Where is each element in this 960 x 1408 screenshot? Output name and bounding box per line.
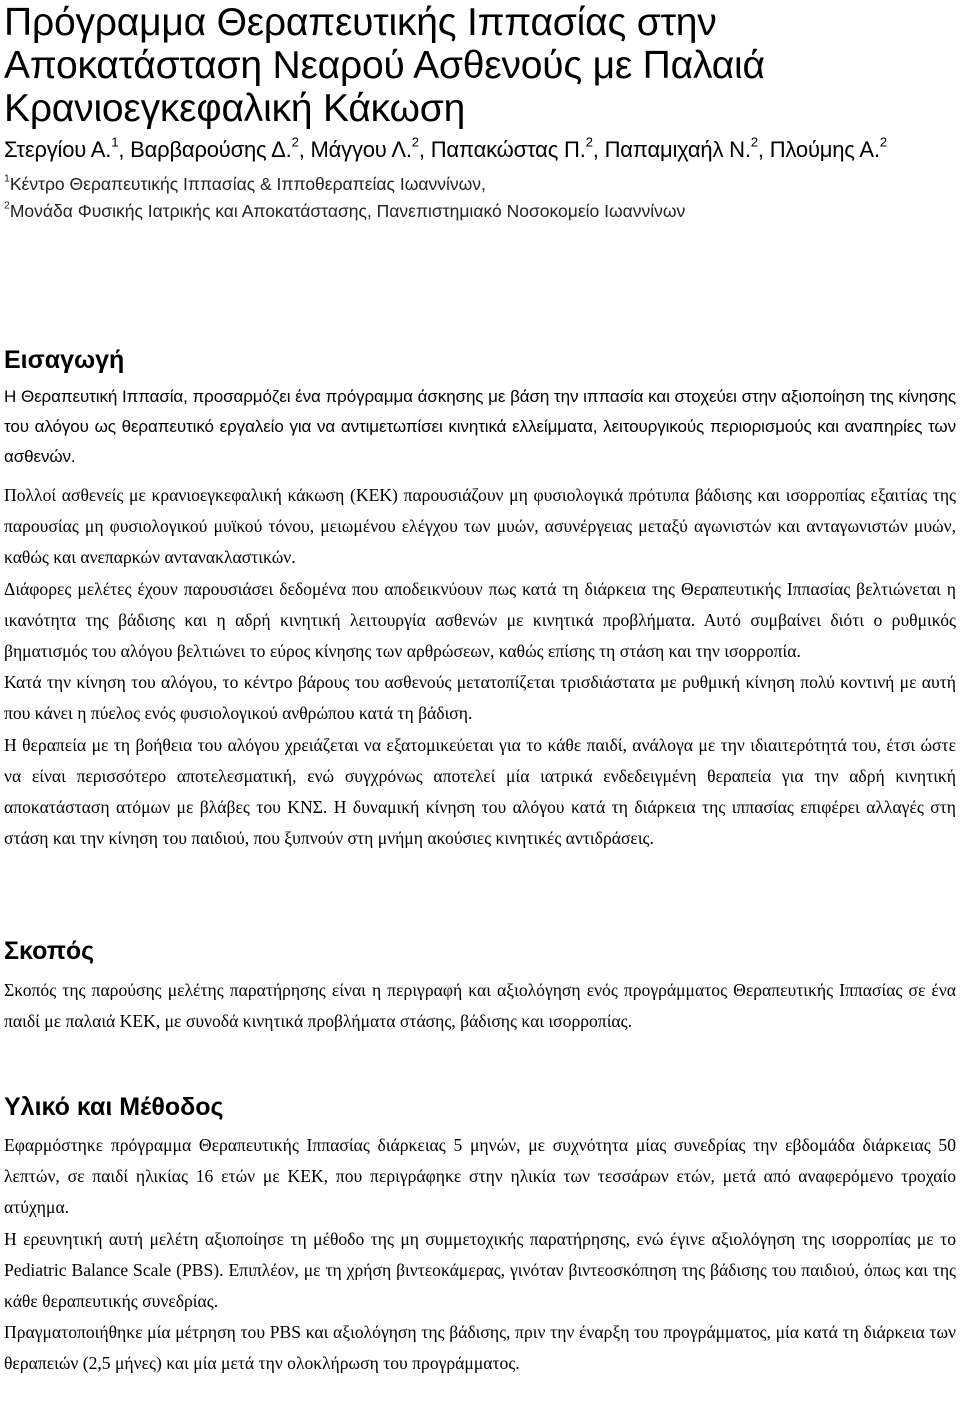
author: Πλούμης Α.$^2$ [769, 134, 887, 162]
intro-lead [4, 382, 956, 472]
methods-body [4, 1130, 956, 1380]
author: Παπαμιχαήλ Ν.$^2$, [604, 134, 770, 162]
paragraph: Πραγματοποιήθηκε μία μέτρηση του PBS και αξιολόγηση της βάδισης, πριν την έναρξη του προγράμματος, μία κατά τη διάρκεια των θεραπειών (2,5 μήνες) και μία μετά την ολοκλήρωση του προγράμματος. [4, 1322, 956, 1374]
author-list [4, 136, 956, 163]
author: Στεργίου Α.$^1$, [4, 134, 131, 162]
paragraph: Πολλοί ασθενείς με κρανιοεγκεφαλική κάκωση (ΚΕΚ) παρουσιάζουν μη φυσιολογικά πρότυπα βάδισης και ισορροπίας εξαιτίας της παρουσίας μη φυσιολογικού μυϊκού τόνου, μειωμένου ελέγχου των μυών, ασυνέργειας μεταξύ αγωνιστών και ανταγωνιστών μυών, καθώς και ανεπαρκών αντανακλαστικών. [4, 485, 956, 568]
affiliation: $^2$Μονάδα Φυσικής Ιατρικής και Αποκατάστασης, Πανεπιστημιακό Νοσοκομείο Ιωαννίνων [4, 199, 686, 221]
paragraph: Κατά την κίνηση του αλόγου, το κέντρο βάρους του ασθενούς μετατοπίζεται τρισδιάστατα με ρυθμική κίνηση πολύ κοντινή με αυτή που κάνει η πύελος ενός φυσιολογικού ανθρώπου κατά τη βάδιση. [4, 672, 956, 724]
author: Μάγγου Λ.$^2$, [310, 134, 431, 162]
methods-heading: Υλικό και Μέθοδος [4, 1093, 224, 1121]
paragraph: Σκοπός της παρούσης μελέτης παρατήρησης είναι η περιγραφή και αξιολόγηση ενός προγράμματος Θεραπευτικής Ιππασίας σε ένα παιδί με παλαιά ΚΕΚ, με συνοδά κινητικά προβλήματα στάσης, βάδισης και ισορροπίας. [4, 980, 956, 1032]
intro-heading: Εισαγωγή [4, 346, 125, 374]
aim-heading: Σκοπός [4, 937, 95, 965]
paragraph: Η Θεραπευτική Ιππασία, προσαρμόζει ένα πρόγραμμα άσκησης με βάση την ιππασία και στοχεύει στην αξιοποίηση της κίνησης του αλόγου ως θεραπευτικό εργαλείο για να αντιμετωπίσει κινητικά ελλείμματα, λειτουργικούς περιορισμούς και αναπηρίες των ασθενών. [4, 387, 956, 466]
aim-body [4, 975, 956, 1037]
author: Βαρβαρούσης Δ.$^2$, [130, 134, 311, 162]
document-page [4, 0, 956, 1374]
paragraph: Η ερευνητική αυτή μελέτη αξιοποίησε τη μέθοδο της μη συμμετοχικής παρατήρησης, ενώ έγινε αξιολόγηση της ισορροπίας με το Pediatric Balance Scale (PBS). Επιπλέον, με τη χρήση βιντεοκάμερας, γινόταν βιντεοσκόπηση της βάδισης του παιδιού, όπως και της κάθε θεραπευτικής συνεδρίας. [4, 1228, 956, 1312]
affiliation: $^1$Κέντρο Θεραπευτικής Ιππασίας & Ιπποθεραπείας Ιωαννίνων, [4, 172, 486, 194]
affiliation-list [4, 171, 956, 225]
paragraph: Η θεραπεία με τη βοήθεια του αλόγου χρειάζεται να εξατομικεύεται για το κάθε παιδί, ανάλογα με την ιδιαιτερότητά του, έτσι ώστε να είναι περισσότερο αποτελεσματική, ενώ συγχρόνως αποτελεί μία ιατρικά ενδεδειγμένη θεραπεία για την αδρή κινητική αποκατάσταση ατόμων με βλάβες του ΚΝΣ. Η δυναμική κίνηση του αλόγου κατά τη διάρκεια της ιππασίας επιφέρει αλλαγές στη στάση και την κίνηση του παιδιού, που ξυπνούν στη μνήμη ακούσιες κινητικές αντιδράσεις. [4, 734, 956, 849]
paragraph: Διάφορες μελέτες έχουν παρουσιάσει δεδομένα που αποδεικνύουν πως κατά τη διάρκεια της Θεραπευτικής Ιππασίας βελτιώνεται η ικανότητα της βάδισης και η αδρή κινητική λειτουργία ασθενών με κινητικά προβλήματα. Αυτό συμβαίνει διότι ο ρυθμικός βηματισμός του αλόγου βελτιώνει το εύρος κίνησης των αρθρώσεων, καθώς επίσης τη στάση και την ισορροπία. [4, 578, 956, 662]
paper-title: Πρόγραμμα Θεραπευτικής Ιππασίας στην Αποκατάσταση Νεαρού Ασθενούς με Παλαιά Κρανιοεγκεφαλική Κάκωση [4, 1, 765, 130]
author: Παπακώστας Π.$^2$, [430, 134, 605, 162]
intro-body [4, 480, 956, 854]
paragraph: Εφαρμόστηκε πρόγραμμα Θεραπευτικής Ιππασίας διάρκειας 5 μηνών, με συχνότητα μίας συνεδρίας την εβδομάδα διάρκειας 50 λεπτών, σε παιδί ηλικίας 16 ετών με ΚΕΚ, που περιγράφηκε στην ηλικία των τεσσάρων ετών, μετά από αναφερόμενο τροχαίο ατύχημα. [4, 1135, 956, 1218]
